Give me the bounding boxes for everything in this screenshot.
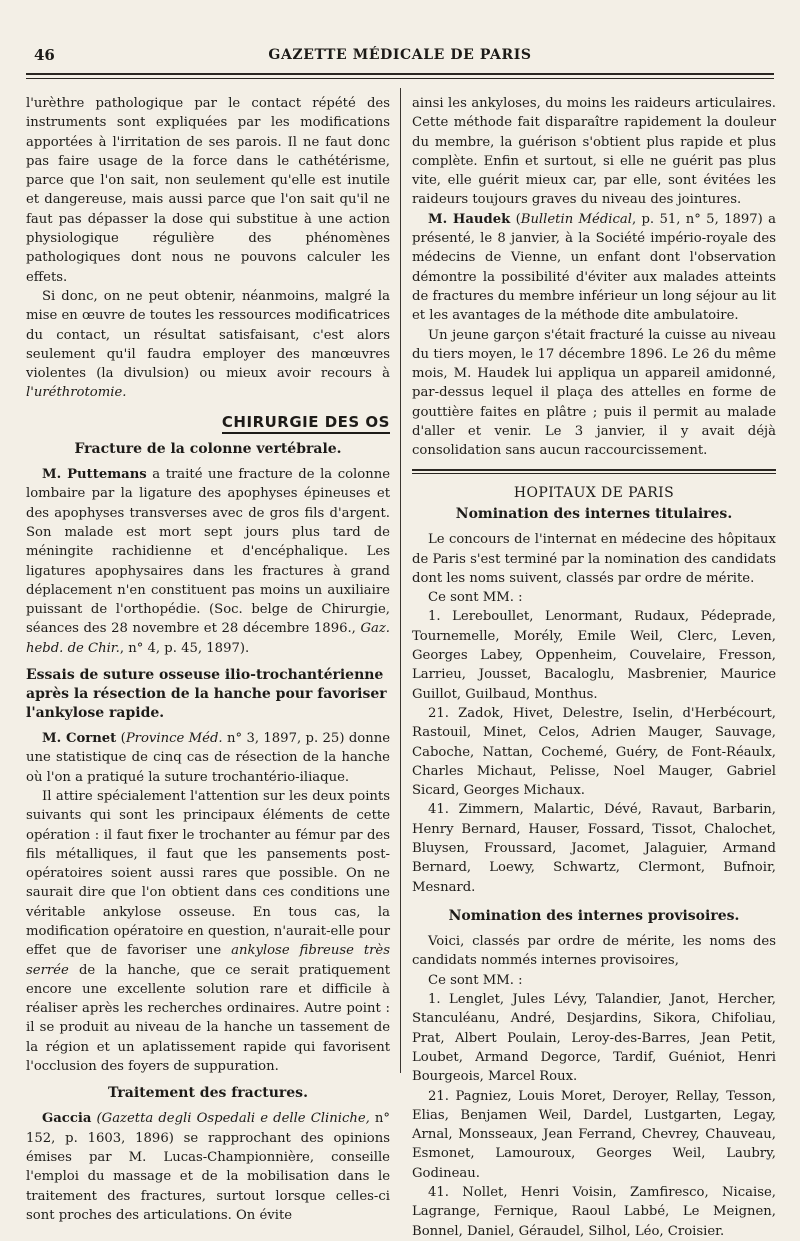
article-text: de la hanche, que ce serait pratiquement encore une excellente solution rare et difficile à réaliser après les recherches ordinaires. Autre point : il se produit au niveau de la hanche un tassement de la région et un aplatissement rapide qui favorisent l'occlusion des foyers de suppuration. [26, 962, 390, 1075]
paragraph [26, 287, 390, 403]
list-intro: Ce sont MM. : [428, 590, 523, 606]
paragraph: Un jeune garçon s'était fracturé la cuisse au niveau du tiers moyen, le 17 décembre 1896. Le 26 du même mois, M. Haudek lui appliqua un appareil amidonné, par-dessus lequel il plaça des attelles en forme de gouttière faites en plâtre ; puis il permit au malade d'aller et venir. Le 3 janvier, il y avait déjà consolidation sans aucun raccourcissement. [412, 327, 776, 459]
section-rule [412, 469, 776, 474]
name-list: 21. Pagniez, Louis Moret, Deroyer, Rellay, Tesson, Elias, Benjamen Weil, Dardel, Lustgarten, Legay, Arnal, Monsseaux, Jean Ferrand, Chevrey, Chauveau, Esmonet, Lamouroux, Georges Weil, Laubry, Godineau. [412, 1088, 776, 1181]
article-text: Il attire spécialement l'attention sur les deux points suivants qui sont les principaux éléments de cette opération : il faut fixer le trochanter au fémur par des fils métalliques, il faut que les pansements post-opératoires soient aussi rares que possible. On ne saurait dire que l'on obtient dans ces conditions une véritable ankylose osseuse. En tous cas, la modification opératoire en question, n'aurait-elle pour effet que de favoriser une [26, 788, 390, 959]
article-author: M. Cornet [42, 731, 117, 747]
article-text: , p. 51, n° 5, 1897) a présenté, le 8 janvier, à la Société império-royale des médecins de Vienne, un enfant dont l'observation démontre la possibilité d'éviter aux malades atteints de fractures du membre inférieur un long séjour au lit et les avantages de la méthode dite ambulatoire. [412, 211, 776, 324]
header-rule-thin [26, 78, 774, 79]
article-author: M. Haudek [428, 211, 511, 227]
subsection-title: Nomination des internes provisoires. [448, 907, 740, 924]
paragraph: l'urèthre pathologique par le contact répété des instruments sont expliquées par les modifications apportées à l'irritation de ses parois. Il ne faut donc pas faire usage de la force dans le cathétérisme, parce que l'on sait, non seulement qu'elle est inutile et dangereuse, mais aussi parce que l'on sait qu'il ne faut pas dépasser la dose qui substitue à une action physiologique régulière des phénomènes pathologiques dont nous ne pouvons calculer les effets. [26, 96, 390, 285]
page-header [26, 46, 774, 66]
article-body [26, 729, 390, 787]
article-body [412, 210, 776, 326]
italic-term: ankylose fibreuse très serrée [26, 943, 391, 978]
citation-journal: Gaz. hebd. de Chir. [26, 621, 390, 656]
column-divider [400, 88, 401, 1073]
italic-term: l'uréthrotomie. [26, 385, 127, 401]
citation-open: ( [510, 211, 521, 227]
citation-journal: Province Méd. [125, 731, 223, 747]
citation-journal: Bulletin Médical [520, 211, 632, 227]
subsection-title: Nomination des internes titulaires. [455, 505, 733, 522]
article-body [26, 465, 390, 658]
paragraph-text: Si donc, on ne peut obtenir, néanmoins, malgré la mise en œuvre de toutes les ressources modificatrices du contact, un résultat satisfaisant, c'est alors seulement qu'il faudra employer des manœuvres violentes (la divulsion) ou mieux avoir recours à [26, 288, 390, 382]
citation-open: ( [116, 731, 126, 747]
page-number: 46 [34, 46, 55, 64]
article-text: n° 3, 1897, p. 25) donne une statistique de cinq cas de résection de la hanche où l'on a pratiqué la suture trochantério-iliaque. [26, 731, 391, 785]
article-text: a traité une fracture de la colonne lombaire par la ligature des apophyses épineuses et des apophyses transverses avec de gros fils d'argent. Son malade est mort sept jours plus tard de méningite rachidienne et d'encéphalique. Les ligatures apophysaires dans les fractures à grand déplacement n'en constituent pas moins un auxiliaire puissant de l'orthopédie. (Soc. belge de Chirurgie, séances des 28 novembre et 28 décembre 1896., [26, 467, 390, 637]
journal-title: GAZETTE MÉDICALE DE PARIS [268, 47, 532, 63]
name-list: 1. Lenglet, Jules Lévy, Talandier, Janot, Hercher, Stanculéanu, André, Desjardins, Sikora, Chifoliau, Prat, Albert Poulain, Leroy-des-Barres, Jean Petit, Loubet, Armand Degorce, Tardif, Guéniot, Henri Bourgeois, Marcel Roux. [412, 992, 776, 1085]
article-author: M. Puttemans [42, 467, 147, 483]
right-column [412, 94, 776, 1241]
section-title-text: CHIRURGIE DES OS [222, 413, 390, 434]
paragraph: Le concours de l'internat en médecine des hôpitaux de Paris s'est terminé par la nomination des candidats dont les noms suivent, classés par ordre de mérite. [412, 532, 776, 586]
article-author: Gaccia [42, 1111, 92, 1127]
left-column [26, 94, 390, 1225]
section-title [26, 413, 390, 432]
section-title: HOPITAUX DE PARIS [513, 484, 675, 501]
article-body [26, 787, 390, 1076]
article-body [26, 1109, 390, 1225]
name-list: 21. Zadok, Hivet, Delestre, Iselin, d'Herbécourt, Rastouil, Minet, Celos, Adrien Mauger, Sauvage, Caboche, Nattan, Cochemé, Guéry, de Font-Réaulx, Charles Michaut, Pelisse, Noel Mauger, Gabriel Sicard, Georges Michaux. [412, 705, 776, 799]
name-list: 41. Zimmern, Malartic, Dévé, Ravaut, Barbarin, Henry Bernard, Hauser, Fossard, Tissot, Chalochet, Bluysen, Froussard, Jacomet, Jalaguier, Armand Bernard, Loewy, Schwartz, Clermont, Bufnoir, Mesnard. [412, 802, 776, 895]
article-title: Traitement des fractures. [108, 1085, 308, 1102]
citation-journal: (Gazetta degli Ospedali e delle Cliniche, [91, 1111, 370, 1127]
name-list: 1. Lereboullet, Lenormant, Rudaux, Pédeprade, Tournemelle, Morély, Emile Weil, Clerc, Leven, Georges Labey, Oppenheim, Couvelaire, Fresson, Larrieu, Jousset, Bacaloglu, Masbrenier, Maurice Guillot, Guilbaud, Monthus. [412, 609, 776, 702]
article-title: Essais de suture osseuse ilio-trochantérienne après la résection de la hanche pour favoriser l'ankylose rapide. [26, 667, 387, 722]
list-intro: Ce sont MM. : [428, 972, 523, 988]
article-title: Fracture de la colonne vertébrale. [74, 441, 342, 458]
citation-end: , n° 4, p. 45, 1897). [119, 640, 250, 656]
paragraph: Voici, classés par ordre de mérite, les noms des candidats nommés internes provisoires, [412, 934, 776, 969]
header-rule [26, 73, 774, 75]
article-text: n° 152, p. 1603, 1896) se rapprochant des opinions émises par M. Lucas-Championnière, conseille l'emploi du massage et de la mobilisation dans le traitement des fractures, surtout lorsque celles-ci sont proches des articulations. On évite [26, 1111, 391, 1223]
name-list: 41. Nollet, Henri Voisin, Zamfiresco, Nicaise, Lagrange, Fernique, Raoul Labbé, Le Meignen, Bonnel, Daniel, Géraudel, Silhol, Léo, Croisier. [412, 1185, 776, 1239]
paragraph: ainsi les ankyloses, du moins les raideurs articulaires. Cette méthode fait disparaître rapidement la douleur du membre, la guérison s'obtient plus rapide et plus complète. Enfin et surtout, si elle ne guérit pas plus vite, elle guérit mieux car, par elle, sont évitées les raideurs toujours graves du niveau des jointures. [412, 96, 776, 208]
